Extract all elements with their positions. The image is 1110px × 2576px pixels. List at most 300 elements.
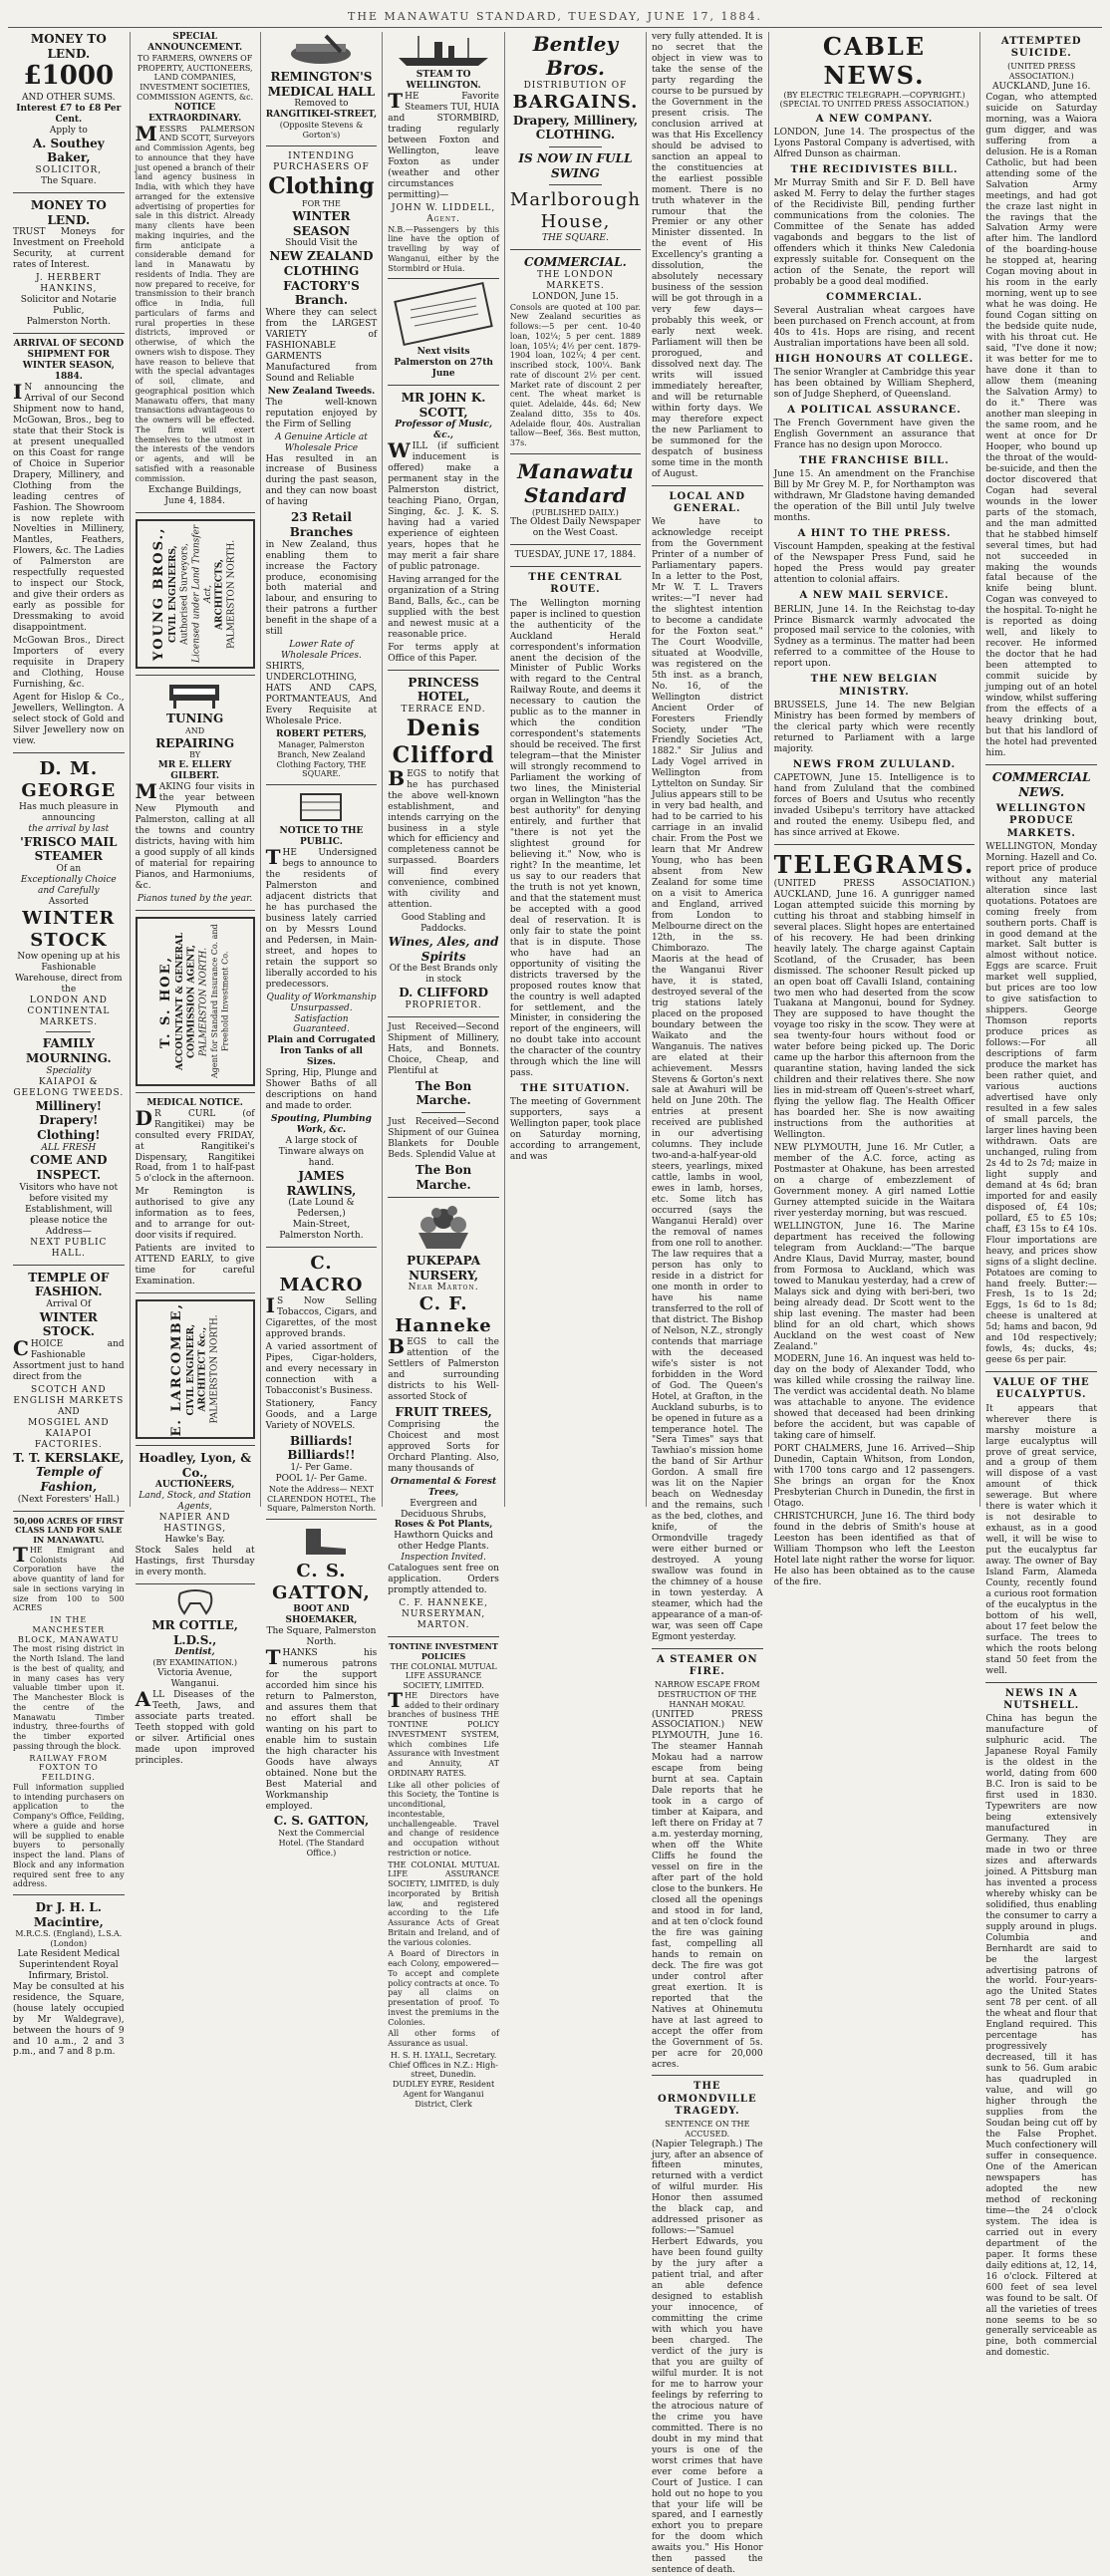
george-l10: MARKETS. bbox=[39, 1016, 99, 1027]
temple-body: CHOICE and Fashionable Assortment just to hand direct from the bbox=[13, 1335, 125, 1382]
columns bbox=[8, 32, 1102, 2576]
bentley-square: THE SQUARE. bbox=[542, 233, 609, 244]
clothing-intending: INTENDING PURCHASERS OF bbox=[273, 150, 370, 172]
clothing-tweeds: New Zealand Tweeds. bbox=[267, 386, 376, 397]
clothing-branches: 23 Retail Branches bbox=[289, 510, 354, 539]
remington-hall: MEDICAL HALL bbox=[267, 84, 376, 99]
notice-spouting: Spouting, Plumbing Work, &c. bbox=[271, 1114, 372, 1136]
pukepapa-body3: Evergreen and Deciduous Shrubs, bbox=[401, 1498, 487, 1520]
situation-continued: very fully attended. It is no secret that the object in view was to take the sense of the party regarding the course to be pursued by the Government in the present crisis. The conclusion arrived at was that His Excellency should be advised to sanction an appeal to the constituencies at the earliest possible moment. There is no truth whatever in the rumour that the Premier or any other Minister dissented. In the event of His Excellency's granting a dissolution, the absolutely necessary business of the session will be got through in a very few days—probably this week, or early next week. Parliament will then be prorogued, and dissolved next day. The writs will issued immediately hereafter, and will be returnable within forty days. We may therefore expect the new Parliament to be summoned for the despatch of business some time in the month of August. bbox=[651, 32, 763, 479]
money-apply: Apply to bbox=[49, 125, 88, 136]
temple-stock: WINTER STOCK. bbox=[39, 1309, 98, 1339]
standard-oldest: The Oldest Daily Newspaper on the West Coast. bbox=[510, 517, 641, 539]
bentley-drapery: Drapery, Millinery, bbox=[512, 113, 639, 128]
tuning-name: MR E. ELLERY GILBERT. bbox=[157, 760, 232, 782]
macro-addr: Note the Address— NEXT CLARENDON HOTEL, The Square, Palmerston North. bbox=[266, 1484, 376, 1514]
local-general-body: We have to acknowledge receipt from the Government Printer of a number of Parliamentary papers. In a letter to the Post, Mr W. T. L. Travers writes:—"I never had the slightest intention to become a candidate for the Foxton seat." The Court Woodville, situated at Woodville, was registered on the 5th inst. as a branch, No. 16, of the Wellington district Ancient Order of Foresters Friendly Society, under "The Friendly Societies Act, 1882." Sir Julius and Lady Vogel arrived in Wellington from Lyttelton on Sunday. Sir Julius appears still to be in very bad health, and had to be carried to his carriage in an invalid chair. From the Post we learn that Mr Andrew Young, who has been absent from New Zealand for some time on a visit to America and England, arrived from London to Melbourne direct on the 12th, in the ss. Chimborazo. The Maoris at the head of the Wanganui River have, it is stated, destroyed several of the trig stations lately placed on the proposed boundary between the Waikato and the Wanganuis. The natives are elated at their achievement. Messrs Stevens & Gorton's next sale at Awahuri will be held on June 20th. The entries at present received are published in our advertising columns. They include two-and-a-half-year-old steers, yearlings, mixed cattle, lambs in wool, ewes in lamb, horses, etc. Some litch has occurred (says the Wanganui Herald) over the removal of names from one roll to another. The law requires that a person has only to reside in a district for one month in order to have his name transferred to the roll of that district. The Bishop of Nelson, N.Z., strongly contends that marriage with the deceased wife's sister is not forbidden in the Word of God. The Queen's Hotel, at Grafton, in the Auckland suburbs, is to be opened in future as a temperance hotel. The "Sera Times" says that Tawhiao's mission home the band of Sir Arthur Gordon. A small fire was lit on the Napier beach on Wednesday and the remains, such as the bed, clothes, and knife, of the Ormondville tragedy were either burned or destroyed. A young swallow was found in the chimney of a house in town yesterday. A steamer, which had the appearance of a man-of-war, was seen off Cape Egmont yesterday. bbox=[651, 517, 763, 1642]
doctor-body: May be consulted at his residence, the Square, (house lately occupied by Mr Waldegrave), between the hours of 9 and 10 a.m., 2 and 3 p.m., and 7 and 8 p.m. bbox=[13, 1981, 125, 2058]
gatton-sig2: Next the Commercial Hotel. (The Standard Office.) bbox=[278, 1829, 365, 1858]
princess-sub: TERRACE END. bbox=[401, 705, 486, 716]
bentley-clothing: CLOTHING. bbox=[535, 128, 616, 143]
column-2 bbox=[131, 32, 261, 1766]
george-speciality: Speciality bbox=[46, 1065, 92, 1076]
cable-b8: BERLIN, June 14. In the Reichstag to-day Prince Bismarck warmly advocated the proposed mail service to the colonies, with Sydney as a terminus. The matter had been referred to a committee of the House to report upon. bbox=[773, 604, 975, 670]
young-r1: CIVIL ENGINEERS, bbox=[168, 545, 179, 644]
larcombe-place: PALMERSTON NORTH. bbox=[208, 1314, 219, 1424]
arrival-ad bbox=[13, 339, 125, 747]
george-l3: 'FRISCO MAIL STEAMER bbox=[20, 834, 118, 864]
hoadley-body: Stock Sales held at Hastings, first Thursday in every month. bbox=[135, 1546, 255, 1578]
cottle-ad bbox=[136, 1589, 255, 1767]
macro-pool: POOL 1/- Per Game. bbox=[275, 1473, 368, 1484]
column-1 bbox=[8, 32, 131, 2058]
hoe-place: PALMERSTON NORTH. bbox=[198, 947, 209, 1056]
princess-name: Denis Clifford bbox=[392, 716, 495, 768]
tuning-ad bbox=[136, 681, 255, 904]
column-6 bbox=[647, 32, 769, 2576]
cottle-body: ALL Diseases of the Teeth, Jaws, and associate parts treated. Teeth stopped with gold or silver. Artificial ones made upon improved principles. bbox=[135, 1687, 255, 1766]
george-mourning: FAMILY MOURNING. bbox=[25, 1036, 112, 1066]
arrival-body: IN announcing the Arrival of our Second Shipment now to hand, McGowan, Bros., beg to state that their Stock is at present unequalled on this Coast for range of Choice in Superior Drapery, Millinery, and Clothing from the leading centres of Fashion. The Showroom is now replete with Novelties in Millinery, Mantles, Feathers, Flowers, &c. The Ladies of Palmerston are respectfully requested to inspect our Stock, and give their orders as early as possible for Dressmaking to avoid disappointment. bbox=[13, 379, 125, 634]
bentley-dist: DISTRIBUTION OF bbox=[523, 80, 628, 91]
scott-body: WILL (if sufficient inducement is offered) make a permanent stay in the Palmerston district, teaching Piano, Organ, Singing, &c. J. K. S. having had a varied experience of eighteen years, hopes that he may merit a fair share of public patronage. bbox=[388, 438, 499, 573]
pukepapa-title: PUKEPAPA NURSERY, bbox=[407, 1254, 481, 1283]
telegrams-b2: NEW PLYMOUTH, June 16. Mr Cutler, a member of the A.C. force, acting as Postmaster at Ohakune, has been arrested on a charge of embezzlement of Government money. A girl named Lottie Gurney attempted suicide in the Waitara river yesterday morning, but was rescued. bbox=[773, 1143, 975, 1219]
telegrams-b1: (UNITED PRESS ASSOCIATION.) AUCKLAND, June 16. A gunrigger named Logan attempted suicide this morning by cutting his throat and stabbing himself in several places. Slight hopes are entertained of his recovery. He had been drinking heavily lately. The charge against Captain Scotland, of the Crusader, has been dismissed. The schooner Result picked up an open boat off Cavalli Island, containing two men who had deserted from the scow Tuakana at Mangonui, bound for Sydney. They are supposed to have thought the voyage too risky in the scow. They were at sea twenty-four hours without food or water before being picked up. The Doric came up the harbor this afternoon from the quarantine station, having landed the sick children and their relatives there. She now lies in mid-stream off Queen's-street wharf, flying the yellow flag. The Health Officer has boarded her. She is now awaiting instructions from the authorities at Wellington. bbox=[773, 878, 975, 1141]
gatton-ad bbox=[266, 1525, 378, 1858]
cable-news-heading: CABLE NEWS. bbox=[822, 32, 927, 91]
medical-title: MEDICAL NOTICE. bbox=[146, 1097, 243, 1108]
flower-basket-illustration bbox=[399, 1203, 488, 1251]
money2-title: MONEY TO LEND. bbox=[30, 198, 107, 227]
bentley-swing: IS NOW IN FULL SWING bbox=[518, 150, 633, 180]
suicide-date: AUCKLAND, June 16. bbox=[992, 81, 1091, 92]
money-title: MONEY TO LEND. bbox=[30, 32, 107, 61]
tontine-body5: All other forms of Assurance as usual. bbox=[388, 2029, 499, 2049]
clothing-body4: in New Zealand, thus enabling them to increase the Factory produce, economising both material and labour, and ensuring to their patrons a further benefit in the shape of a still bbox=[265, 539, 378, 638]
scott-name: MR JOHN K. SCOTT, bbox=[401, 391, 486, 420]
arrival-agent: Agent for Hislop & Co., Jewellers, Wellington. A select stock of Gold and Silver Jewellery now on view. bbox=[13, 693, 125, 746]
young-place: PALMERSTON NORTH. bbox=[226, 539, 237, 649]
clothing-body3: Has resulted in an increase of Business during the past season, and they can now boast of having bbox=[265, 453, 378, 508]
cable-by: (BY ELECTRIC TELEGRAPH.—COPYRIGHT.) (SPECIAL TO UNITED PRESS ASSOCIATION.) bbox=[779, 90, 970, 110]
narrow-escape-subhead: NARROW ESCAPE FROM DESTRUCTION OF THE HANNAH MOKAU. bbox=[655, 1680, 760, 1709]
cable-h2: THE RECIDIVISTES BILL. bbox=[790, 164, 959, 176]
princess-title: PRINCESS HOTEL, bbox=[408, 675, 479, 705]
tuning-foot: Pianos tuned by the year. bbox=[137, 893, 253, 904]
suicide-body: Cogan, who attempted suicide on Saturday morning, was a Waiora gum digger, and was suffering from a delusion. He is a Roman Catholic, but had been attending some of the Salvation Army meetings, and had got the craze last night in the ravings that the Salvation Army were after him. The landlord of the boarding-house he stopped at, hearing Cogan moving about in his room in the early morning, went up to see what he was doing. He found Cogan sitting on the bedside quite nude, with his throat cut. He said, "I've done it now; it was better for me to have done it than to allow them (meaning the Salvation Army) to do it." There was another man sleeping in the same room, and he went at once for Dr Hooper, who bound up the throat of the would-be-suicide, and then the doctor discovered that Cogan had several wounds in the lower parts of the stomach, and the man admitted that he stabbed himself several times, but had not succeeded in making the wounds fatal because of the knife being blunt. Cogan was conveyed to the hospital. To-night he is reported as doing well, and likely to recover. He informed the doctor that he had been attempted to commit suicide by jumping out of an hotel window, whilst suffering from the effects of a heavy drinking bout, but that his landlord of the hotel had prevented him. bbox=[985, 92, 1098, 758]
notice-extraordinary: NOTICE EXTRAORDINARY. bbox=[148, 102, 242, 124]
clothing-for: FOR THE bbox=[302, 199, 341, 209]
produce-heading: WELLINGTON PRODUCE MARKETS. bbox=[995, 803, 1087, 839]
special-body: MESSRS PALMERSON AND SCOTT, Surveyors and Commission Agents, beg to announce that they have just opened a branch of their land agency business in India, with which they have arranged for the extensive advertising of properties for sale in this district. Already many clients have been making inquiries, and the firm anticipate a considerable demand for land in Manawatu by residents of India. They are now prepared to receive, for transmission to their branch office in India, full particulars of farms and rural properties in these districts, improved or otherwise, of which the owners wish to dispose. They have reason to believe that with the special advantages of soil, climate, and geographical position which Manawatu offers, that many transactions advantageous to the owners will be effected. The firm will exert themselves to the utmost in the interests of the vendors or agents, and will be satisfied with a reasonable commission. bbox=[135, 121, 255, 483]
hoadley-name: Hoadley, Lyon, & Co., bbox=[139, 1451, 252, 1480]
central-route-body: The Wellington morning paper is inclined to question the authenticity of the Auckland Herald correspondent's information anent the decision of the Minister of Public Works with regard to the Central Railway Route, and deems it necessary to caution the public as to the manner in which the condition correspondent's statements should be received. The first telegram—that the Minister will strongly recommend to Parliament the working of two lines, the Ministerial organ in Wellington "has the best authority" for denying entirely, and further that "there is not yet the slightest ground for believing it." Now, who is right? In the meantime, let us say to our readers that the truth is not yet known, and that the statement must be accepted with a good deal of reservation. It is only fair to state the point that is in dispute. Those who have had an opportunity of visiting the districts traversed by the proposed routes know that the country is well adapted for settlement, and the Minister, in considering the report of the engineers, will no doubt take into account the character of the country through which the line will pass. bbox=[509, 598, 641, 1079]
gatton-addr: The Square, Palmerston North. bbox=[266, 1626, 377, 1647]
tuning-by: BY bbox=[189, 750, 201, 760]
nutshell-heading: NEWS IN A NUTSHELL. bbox=[1003, 1687, 1080, 1712]
young-bros-ad bbox=[136, 519, 255, 669]
bentley-name: Bentley Bros. bbox=[532, 32, 619, 81]
tooth-icon bbox=[170, 1589, 220, 1615]
hoadley-r2: Land, Stock, and Station Agents, bbox=[139, 1491, 251, 1513]
money-role: SOLICITOR, bbox=[35, 165, 103, 176]
hoe-ad bbox=[136, 917, 255, 1086]
gatton-name: C. S. GATTON, bbox=[272, 1561, 371, 1604]
princess-wines: Wines, Ales, and Spirits bbox=[388, 935, 499, 964]
cable-b5: The French Government have given the English Government an assurance that France has no design upon Morocco. bbox=[773, 419, 975, 451]
george-l9: LONDON AND CONTINENTAL bbox=[27, 995, 111, 1016]
clothing-shirts: SHIRTS, UNDERCLOTHING, HATS AND CAPS, PORTMANTEAUS, And Every Requisite at Wholesale Price. bbox=[265, 662, 378, 727]
macro-ad bbox=[266, 1253, 378, 1514]
george-addr: NEXT PUBLIC HALL. bbox=[30, 1237, 108, 1259]
macro-body2: A varied assortment of Pipes, Cigar-holders, and every necessary in connection with a Tobacconist's Business. bbox=[265, 1341, 378, 1396]
money2-body: TRUST Moneys for Investment on Freehold Security, at current rates of Interest. bbox=[13, 227, 125, 271]
steamship-icon bbox=[389, 34, 498, 68]
scott-role: Professor of Music, &c., bbox=[395, 420, 492, 441]
telegrams-b6: CHRISTCHURCH, June 16. The third body found in the debris of Smith's house at Leeston has been identified as that of William Thompson who left the Leeston Hotel late night rather the worse for liquor. He also has been obtained as to the cause of the fire. bbox=[773, 1512, 975, 1587]
temple-ad bbox=[13, 1271, 125, 1506]
special-announcement: SPECIAL ANNOUNCEMENT. bbox=[147, 32, 243, 53]
notice-name2: (Late Lound & Pedersen,) bbox=[288, 1198, 355, 1220]
temple-name: T. T. KERSLAKE, bbox=[13, 1450, 125, 1465]
hoe-name: T. S. HOE, bbox=[158, 955, 174, 1048]
masthead: THE MANAWATU STANDARD, TUESDAY, JUNE 17, 1884. bbox=[8, 10, 1102, 28]
cable-h9: THE NEW BELGIAN MINISTRY. bbox=[810, 674, 939, 698]
mortar-pestle-icon bbox=[266, 34, 376, 68]
money-interest: Interest £7 to £8 Per Cent. bbox=[16, 103, 122, 125]
pukepapa-orn: Ornamental & Forest Trees, bbox=[391, 1476, 497, 1498]
temple-temple: Temple of Fashion, bbox=[35, 1465, 102, 1494]
temple-addr: (Next Foresters' Hall.) bbox=[17, 1494, 120, 1505]
george-visit: Visitors who have not before visited my Establishment, will please notice the Address— bbox=[19, 1182, 119, 1237]
bentley-bargains: BARGAINS. bbox=[512, 91, 639, 113]
macro-body: IS Now Selling Tobaccos, Cigars, and Cigarettes, of the most approved brands. bbox=[265, 1293, 378, 1340]
steam-title: STEAM TO WELLINGTON. bbox=[406, 70, 481, 91]
temple-title: TEMPLE OF FASHION. bbox=[28, 1270, 110, 1299]
pukepapa-sig: C. F. HANNEKE, bbox=[399, 1598, 488, 1609]
clothing-season: WINTER SEASON bbox=[292, 209, 351, 238]
bon-marche-ad bbox=[388, 1022, 499, 1192]
telegrams-b4: MODERN, June 16. An inquest was held to-day on the body of Alexander Todd, who was killed while crossing the railway line. The verdict was accidental death. No blame was attachable to anyone. The evidence showed that deceased had been drinking before the accident, but was capable of taking care of himself. bbox=[773, 1354, 975, 1442]
commercial-news-heading: COMMERCIAL NEWS. bbox=[991, 769, 1091, 799]
george-tweeds: KAIAPOI & GEELONG TWEEDS. bbox=[13, 1076, 125, 1098]
notice-body: THE Undersigned begs to announce to the residents of Palmerston and adjacent districts that he has purchased the business lately carried on by Messrs Lound and Pedersen, in Main-street, and hopes to retain the support so liberally accorded to his predecessors. bbox=[265, 844, 378, 990]
scott-body2: Having arranged for the organization of a String Band, Balls, &c., can be supplied with the best and newest music at a reasonable price. bbox=[388, 575, 499, 640]
notice-satisfaction: Satisfaction Guaranteed. bbox=[293, 1013, 350, 1035]
special-date: June 4, 1884. bbox=[164, 496, 225, 507]
gatton-body: THANKS his numerous patrons for the support accorded him since his return to Palmerston, and assures them that no effort shall be wanting on his part to enable him to sustain the high character his Goods have always obtained. None but the Best Material and Workmanship employed. bbox=[265, 1644, 378, 1812]
ormondville-heading: THE ORMONDVILLE TRAGEDY. bbox=[658, 2081, 757, 2117]
column-5 bbox=[505, 32, 647, 1507]
larcombe-r1: CIVIL ENGINEER, bbox=[185, 1323, 196, 1415]
tank-icon bbox=[266, 790, 376, 824]
cable-h3: COMMERCIAL. bbox=[826, 292, 923, 303]
gatton-trade: BOOT AND SHOEMAKER, bbox=[285, 1604, 358, 1626]
medical-body2: Mr Remington is authorised to give any information as to fees, and to arrange for out-door visits if required. bbox=[135, 1187, 255, 1242]
column-4 bbox=[383, 32, 505, 2109]
telegrams-b5: PORT CHALMERS, June 16. Arrived—Ship Dunedin, Captain Whitson, from London, with 1700 tons cargo and 12 passengers. She brings an organ for the Knox Presbyterian Church in Dunedin, the first in Otago. bbox=[773, 1444, 975, 1510]
hoe-r2: COMMISSION AGENT, bbox=[186, 944, 197, 1058]
steam-ad bbox=[388, 34, 499, 273]
tontine-sig: H. S. H. LYALL, Secretary. Chief Offices in N.Z.: High-street, Dunedin. bbox=[389, 2050, 498, 2080]
young-r2: Authorised Surveyors, bbox=[179, 543, 190, 646]
cable-b9: BRUSSELS, June 14. The new Belgian Ministry has been formed by members of the clerical party which were recently returned to Parliament with a large majority. bbox=[773, 700, 975, 754]
notice-addr: Main-Street, Palmerston North. bbox=[279, 1220, 364, 1242]
cable-h7: A HINT TO THE PRESS. bbox=[797, 528, 952, 540]
notice-title: NOTICE TO THE PUBLIC. bbox=[279, 826, 364, 848]
cable-h8: A NEW MAIL SERVICE. bbox=[799, 590, 950, 602]
cable-b10: CAPETOWN, June 15. Intelligence is to hand from Zululand that the combined forces of Boers and Usutus who recently invaded Usibepu's territory have attacked and routed the enemy. Usibepu fled, and has since arrived at Ekowe. bbox=[773, 772, 975, 838]
column-7 bbox=[769, 32, 981, 1587]
hoadley-r3: NAPIER AND HASTINGS, bbox=[158, 1513, 231, 1535]
tuning-and: AND bbox=[185, 725, 205, 735]
george-fresh: ALL FRESH bbox=[41, 1142, 97, 1153]
money-name: A. Southey Baker, bbox=[32, 136, 105, 165]
doctor-name: Dr J. H. L. Macintire, bbox=[33, 1900, 104, 1929]
cottle-r2: (BY EXAMINATION.) bbox=[152, 1658, 237, 1668]
princess-body: BEGS to notify that he has purchased the above well-known establishment, and intends carrying on the business in a style which for efficiency and completeness cannot be surpassed. Boarders will find every convenience, combined with civility and attention. bbox=[388, 765, 499, 911]
steam-nb: N.B.—Passengers by this line have the option of travelling by way of Wanganui, either by the Stormbird or Huia. bbox=[388, 224, 499, 273]
temple-markets: SCOTCH AND ENGLISH MARKETS bbox=[13, 1384, 125, 1406]
marche-body2: Just Received—Second Shipment of our Guinea Blankets for Double Beds. Splendid Value at bbox=[388, 1117, 499, 1160]
cottle-r1: Dentist, bbox=[174, 1647, 215, 1658]
dentist-stamp-illustration bbox=[389, 284, 498, 344]
george-stock: WINTER STOCK bbox=[22, 907, 116, 951]
rawlins-ad bbox=[266, 790, 378, 1242]
pukepapa-inspect: Inspection Invited. bbox=[401, 1553, 486, 1564]
cable-b4: The senior Wrangler at Cambridge this year has been obtained by William Shepherd, son of Judge Shepherd, of Queensland. bbox=[773, 368, 975, 401]
george-l1: Has much pleasure in announcing bbox=[19, 801, 119, 823]
hoadley-ad bbox=[136, 1451, 255, 1578]
tontine-body3: THE COLONIAL MUTUAL LIFE ASSURANCE SOCIETY, LIMITED, is duly incorporated by British law, and registered according to the Life Assurance Acts of Great Britain and Ireland, and of the various colonies. bbox=[388, 1860, 499, 1947]
george-l7: Now opening up at his Fashionable bbox=[17, 951, 121, 973]
pukepapa-roses: Roses & Pot Plants, bbox=[394, 1520, 493, 1531]
eucalyptus-body: It appears that wherever there is marshy moisture a large eucalyptus will prove of great service, and a group of them will dispose of a vast amount of thick sewerage. But where there is water which it is not desirable to exhaust, as in a good well, it will be wise to put the eucalyptus far away. The owner of Bay Island Farm, Alameda County, recently found a curious root formation of the eucalyptus in the bottom of his well, about 17 feet below the surface. The trees to which the roots belong stand 50 feet from the well. bbox=[985, 1403, 1098, 1676]
steam-body: THE Favorite Steamers TUI, HUIA and STORMBIRD, trading regularly between Foxton and Wellington, leave Foxton as under (weather and other circumstances permitting)— bbox=[388, 88, 499, 200]
money-to-lend-ad-2 bbox=[13, 198, 125, 328]
clothing-factory: CLOTHING FACTORY'S bbox=[283, 264, 360, 293]
clothing-price: A Genuine Article at Wholesale Price bbox=[275, 431, 368, 453]
george-millinery: Millinery! Drapery! Clothing! bbox=[35, 1098, 103, 1142]
notice-quality: Quality of Workmanship Unsurpassed. bbox=[266, 992, 377, 1013]
acres-ad bbox=[13, 1517, 125, 1890]
doctor-rule: Late Resident Medical Superintendent Royal Infirmary, Bristol. bbox=[17, 1948, 121, 1981]
young-r3: Licensed under Land Transfer Act, bbox=[191, 525, 214, 664]
steam-agent: JOHN W. LIDDELL, Agent. bbox=[391, 202, 496, 224]
remington-ad bbox=[266, 34, 378, 141]
princess-prop: PROPRIETOR. bbox=[405, 1001, 482, 1010]
column-3 bbox=[261, 32, 384, 1858]
commercial-section bbox=[510, 255, 641, 448]
standard-name: Manawatu Standard bbox=[517, 458, 634, 508]
notice-spring: Spring, Hip, Plunge and Shower Baths of all descriptions on hand and made to order. bbox=[265, 1068, 378, 1112]
george-l4: Of an bbox=[56, 863, 82, 874]
special-to: TO FARMERS, OWNERS OF PROPERTY, AUCTIONEERS, LAND COMPANIES, INVESTMENT SOCIETIES, COMMISSION AGENTS, &c. bbox=[137, 53, 254, 102]
macro-billiards: Billiards! Billiards!! bbox=[287, 1433, 356, 1463]
piano-icon bbox=[165, 681, 225, 709]
remington-removed: Removed to bbox=[294, 99, 349, 110]
suicide-upa: (UNITED PRESS ASSOCIATION.) bbox=[1007, 62, 1076, 82]
local-general-heading: LOCAL AND GENERAL. bbox=[669, 490, 746, 514]
tontine-sub: THE COLONIAL MUTUAL LIFE ASSURANCE SOCIETY, LIMITED. bbox=[390, 1661, 497, 1691]
special-sig: Exchange Buildings, bbox=[147, 485, 242, 496]
george-l5: Exceptionally Choice and Carefully bbox=[20, 874, 117, 896]
george-ad bbox=[13, 758, 125, 1260]
commercial-date: LONDON, June 15. bbox=[532, 291, 619, 302]
marche-name2: The Bon Marche. bbox=[415, 1162, 472, 1192]
larcombe-ad bbox=[136, 1299, 255, 1439]
money-amount: £1000 bbox=[23, 61, 115, 92]
medical-body: DR CURL (of Rangitikei) may be consulted every FRIDAY, at Rangitikei's Dispensary, Rangitikei Road, from 1 to half-past 5 o'clock in the afternoon. bbox=[135, 1105, 255, 1185]
george-come: COME AND INSPECT. bbox=[30, 1153, 108, 1183]
young-name: YOUNG BROS., bbox=[151, 527, 167, 662]
cable-b1: LONDON, June 14. The prospectus of the Lyons Pastoral Company is advertised, with Alfred Dunson as chairman. bbox=[773, 128, 975, 160]
situation-body: The meeting of Government supporters, says a Wellington paper, took place on Saturday morning, according to arrangement, and was bbox=[509, 1097, 641, 1163]
hoe-r1: ACCOUNTANT & GENERAL bbox=[175, 932, 186, 1070]
tontine-body: THE Directors have added to their ordinary branches of business THE TONTINE POLICY INVESTMENT SYSTEM, which combines Life Assurance with Investment and Annuity, AT ORDINARY RATES. bbox=[388, 1687, 499, 1778]
situation-heading: THE SITUATION. bbox=[520, 1083, 631, 1095]
bentley-ad bbox=[510, 32, 641, 244]
tontine-body2: Like all other policies of this Society, the Tontine is unconditional, incontestable, unchallengeable. Travel and change of residence and occupation without restriction or notice. bbox=[388, 1780, 499, 1858]
temple-arrival: Arrival Of bbox=[46, 1298, 92, 1309]
temple-factories: FACTORIES. bbox=[34, 1439, 103, 1450]
medical-body3: Patients are invited to ATTEND EARLY, to give time for careful Examination. bbox=[135, 1244, 255, 1288]
boot-icon bbox=[266, 1525, 376, 1559]
produce-body: WELLINGTON, Monday Morning. Hazell and Co. report price of produce without any material alteration since last quotations. Potatoes are coming freely from southern ports. Chaff is in good demand at the market. Salt butter is almost without notice. Eggs are scarce. Fruit market well supplied, but prices are too low to give satisfaction to shippers. George Thomson reports produce prices as follows:—For all descriptions of farm produce the market has been rather quiet, and various auctions advertised have only resulted in a few sales of small parcels, the larger lines having been withdrawn. Oats are unchanged, ruling from 2s 4d to 2s 7d; maize in light supply and demand at 4s 6d; bran imported for and easily disposed of, £4 10s; pollard, £5 to £5 10s; chaff, £3 15s to £4 10s. Flour importations are heavy, and prices show signs of a slight decline. Potatoes are coming to hand freely. Butter:—Fresh, 1s to 1s 2d; Eggs, 1s 6d to 1s 8d; cheese is unaltered at 5d; hams and bacon, 9d and 10d respectively; fowls, 4s; ducks, 4s; geese 6s per pair. bbox=[985, 841, 1098, 1366]
sentence-subhead: SENTENCE ON THE ACCUSED. bbox=[665, 2120, 750, 2139]
money-sub: AND OTHER SUMS. bbox=[22, 92, 116, 103]
macro-name: C. MACRO bbox=[279, 1253, 364, 1296]
marche-body: Just Received—Second Shipment of Millinery, Hats, and Bonnets. Choice, Cheap, and Plentiful at bbox=[388, 1021, 499, 1076]
cable-h4: HIGH HONOURS AT COLLEGE. bbox=[774, 354, 974, 366]
ormondville-body: (Napier Telegraph.) The jury, after an absence of fifteen minutes, returned with a verdict of wilful murder. His Honor then assumed the black cap, and addressed prisoner as follows:—"Samuel Herbert Edwards, you have been found guilty by the jury after a patient trial, and after an able defence designed to establish your innocence, of committing the crime with which you have been charged. The verdict of the jury is that you are guilty of wilful murder. It is not for me to harrow your feelings by referring to the atrocious nature of the crime you have committed. There is no doubt in my mind that yours is one of the worst crimes that have ever come before a Court of Justice. I can hold out no hope to you that your life will be spared, and I earnestly exhort you to prepare for the doom which awaits you." His Honor then passed the sentence of death. bbox=[651, 2139, 763, 2576]
acres-body3: Full information supplied to intending purchasers on application to the Company's Office, Feilding, where a guide and horse will be supplied to enable buyers to personally inspect the land. Plans of Block and any information required sent free to any address. bbox=[13, 1782, 125, 1889]
george-l2: the arrival by last bbox=[28, 823, 110, 834]
acres-body: THE Emigrant and Colonists Aid Corporation have the above quantity of land for sale in sections varying in size from 100 to 500 ACRES bbox=[13, 1542, 125, 1613]
hoadley-r1: AUCTIONEERS, bbox=[154, 1480, 235, 1491]
commercial-title: COMMERCIAL. bbox=[524, 255, 627, 270]
tuning-t2: REPAIRING bbox=[155, 735, 235, 750]
clothing-visit: Should Visit the bbox=[285, 238, 358, 249]
george-l6: Assorted bbox=[48, 896, 89, 907]
notice-iron: Plain and Corrugated Iron Tanks of all Sizes. bbox=[267, 1035, 376, 1068]
remington-street: RANGITIKEI-STREET, bbox=[265, 110, 378, 121]
column-8 bbox=[980, 32, 1102, 2359]
princess-stabling: Good Stabling and Paddocks. bbox=[401, 913, 486, 935]
standard-section bbox=[510, 459, 641, 1163]
clothing-lower: Lower Rate of Wholesale Prices. bbox=[281, 640, 362, 662]
notice-name: JAMES RAWLINS, bbox=[286, 1169, 357, 1198]
larcombe-r2: ARCHITECT &c., bbox=[197, 1326, 208, 1412]
macro-body3: Stationery, Fancy Goods, and a Large Variety of NOVELS. bbox=[265, 1398, 378, 1431]
hoe-r3: Agent for Standard Insurance Co. and Freehold Investment Co. bbox=[210, 924, 230, 1078]
hoadley-r4: Hawke's Bay. bbox=[164, 1535, 225, 1546]
standard-pub: (PUBLISHED DAILY.) bbox=[532, 507, 619, 517]
arrival-sig: McGowan Bros., Direct Importers of every requisite in Drapery and Clothing, House Furnishing, &c. bbox=[13, 636, 125, 691]
clothing-mgr: ROBERT PETERS, bbox=[276, 729, 367, 740]
money-to-lend-ad bbox=[13, 32, 125, 187]
money2-name: J. HERBERT HANKINS, bbox=[36, 273, 102, 295]
cable-h6: THE FRANCHISE BILL. bbox=[799, 455, 950, 467]
acres-body2: The most rising district in the North Island. The land is the best of quality, and in many cases has very valuable timber upon it. The Manchester Block is the centre of the Manawatu Timber industry, three-fourths of the timber exported passing through the block. bbox=[13, 1644, 125, 1751]
commercial-sub: THE LONDON MARKETS. bbox=[536, 269, 614, 291]
clothing-title: Clothing bbox=[268, 172, 375, 199]
doctor-quals: M.R.C.S. (England), L.S.A. (London) bbox=[15, 1929, 123, 1948]
cottle-name: MR COTTLE, L.D.S., bbox=[151, 1618, 238, 1647]
notice-tinware: A large stock of Tinware always on hand. bbox=[278, 1136, 365, 1169]
marche-name: The Bon Marche. bbox=[415, 1078, 472, 1108]
clothing-ad bbox=[266, 151, 378, 779]
money-place: The Square. bbox=[41, 176, 97, 187]
eucalyptus-heading: VALUE OF THE EUCALYPTUS. bbox=[992, 1377, 1090, 1401]
nutshell-body: China has begun the manufacture of sulphuric acid. The Japanese Royal Family is the oldest in the world, dating from 600 B.C. Iron is said to be first used in 1830. Typewriters are now being extensively manufactured in Germany. They are made in two or three sizes and afterwards joined. A Pittsburg man has invented a process whereby whisky can be solidified, thus enabling the consumer to carry a supply around in plugs. Columbia and Bernhardt are said to be the largest advertising patrons of the world. Four-years-ago the United States sent 78 per cent. of all the wheat and flour that England required. This percentage has progressively decreased, till it has sunk to 56. Gum arabic has quadrupled in value, and will go higher through the supplies from the Soudan being cut off by the False Prophet. Much confectionery will suffer in consequence. One of the American newspapers has adopted the new method of reckoning time—the 24 o'clock system. The idea is carried out in every department of the paper. It forms these daily editions at, 12, 14, 16 o'clock. Filtered at 600 feet of sea level was found to be salt. Of all the varieties of trees none seems to be so generally serviceable as pine, both commercial and domestic. bbox=[985, 1714, 1098, 2359]
cottle-addr: Victoria Avenue, Wanganui. bbox=[157, 1668, 233, 1690]
suicide-heading: ATTEMPTED SUICIDE. bbox=[1000, 36, 1082, 60]
tuning-body: MAKING four visits in the year between New Plymouth and Palmerston, calling at all the towns and country districts, having with him a good supply of all kinds of material for repairing Pianos, and Harmoniums, &c. bbox=[135, 779, 255, 891]
princess-sig: D. CLIFFORD bbox=[399, 986, 488, 1001]
cable-b7: Viscount Hampden, speaking at the festival of the Newspaper Press Fund, said he hoped the Press would pay greater attention to colonial affairs. bbox=[773, 542, 975, 586]
clothing-mgr2: Manager, Palmerston Branch, New Zealand Clothing Factory, THE SQUARE. bbox=[276, 740, 367, 779]
macro-per: 1/- Per Game. bbox=[290, 1462, 353, 1473]
larcombe-name: E. LARCOMBE, bbox=[168, 1301, 184, 1437]
cable-b6: June 15. An amendment on the Franchise Bill by Mr Grey M. P., for Northampton was withdrawn, Mr Gladstone having demanded the operation of the Bill until July twelve months. bbox=[773, 469, 975, 524]
scott-ad bbox=[388, 391, 499, 665]
central-route-heading: THE CENTRAL ROUTE. bbox=[528, 572, 623, 596]
tontine-ad bbox=[388, 1642, 499, 2109]
cable-b3: Several Australian wheat cargoes have been purchased on French account, at from 40s to 41s. Hops are rising, and recent Australian importations have been all sold. bbox=[773, 306, 975, 350]
pukepapa-sig2: NURSERYMAN, MARTON. bbox=[401, 1609, 486, 1631]
standard-date: TUESDAY, JUNE 17, 1884. bbox=[514, 550, 637, 561]
telegrams-b3: WELLINGTON, June 16. The Marine department has received the following telegram from Auckland:—"The barque Andre Klaus, David Murray, master, bound from Formosa to Auckland, which was towed to Manukau yesterday, had a crew of Malays sick and dying with beri-beri, two being already dead. Dr Scott went to the ship last evening. The master had been blind for an old chart, which shows Auckland on the west coast of New Zealand." bbox=[773, 1221, 975, 1352]
acres-rail: RAILWAY FROM FOXTON TO FEILDING. bbox=[29, 1753, 109, 1782]
pukepapa-ad bbox=[388, 1203, 499, 1631]
tontine-sig2: DUDLEY EYRE, Resident Agent for Wanganui District, Clerk bbox=[392, 2080, 495, 2109]
pukepapa-name: C. F. Hanneke bbox=[395, 1293, 492, 1337]
tontine-body4: A Board of Directors in each Colony, empowered— To accept and complete policy contracts at once. To pay all claims on presentation of proof. To invest the premiums in the Colonies. bbox=[388, 1949, 499, 2027]
commercial-body: Consols are quoted at 100 par. New Zealand securities as follows:—5 per cent. 10-40 loan, 102¼; 5 per cent. 1889 loan, 105¼; 4½ per cent. 1879-1904 loan, 102¼; 4 per cent. inscribed stock, 100¼. Bank rate of discount 2½ per cent. Market rate of discount 2 per cent. The wheat market is quiet. Adelaide, 44s. 6d; New Zealand ditto, 35s to 40s. Adelaide flour, 40s. Australian tallow—Beef, 36s. Best mutton, 37s. bbox=[509, 302, 641, 448]
bentley-house: Marlborough House, bbox=[509, 189, 641, 233]
cable-h10: NEWS FROM ZULULAND. bbox=[792, 758, 957, 770]
scott-terms: For terms apply at Office of this Paper. bbox=[388, 642, 499, 664]
medical-notice bbox=[136, 1098, 255, 1288]
clothing-body: Where they can select from the LARGEST VARIETY of FASHIONABLE GARMENTS Manufactured from Sound and Reliable bbox=[265, 307, 378, 384]
pukepapa-fruit: FRUIT TREES, bbox=[395, 1405, 492, 1420]
arrival-title: ARRIVAL OF SECOND SHIPMENT FOR WINTER SEASON, 1884. bbox=[13, 339, 125, 382]
doctor-ad bbox=[13, 1900, 125, 2058]
pukepapa-sub: Near Marton. bbox=[408, 1283, 479, 1293]
cable-b2: Mr Murray Smith and Sir F. D. Bell have asked M. Ferry to delay the further stages of the Recidiviste Bill, pending further communications from the colonies. The Committee of the Senate has added vagabonds and beggars to the list of offenders which it thinks New Caledonia expressly suitable for. Consequent on the action of the Senate, the report will probably be a good deal modified. bbox=[773, 178, 975, 288]
george-name: D. M. GEORGE bbox=[21, 757, 117, 801]
pukepapa-cat: Catalogues sent free on application. Orders promptly attended to. bbox=[388, 1564, 499, 1596]
princess-brands: Of the Best Brands only in stock bbox=[389, 964, 498, 986]
pukepapa-body: BEGS to call the attention of the Settlers of Palmerston and surrounding districts to his Well-assorted Stock of bbox=[388, 1334, 499, 1403]
clothing-branch: Branch. bbox=[294, 293, 349, 308]
tuning-t1: TUNING bbox=[166, 712, 224, 726]
acres-block: IN THE MANCHESTER BLOCK, MANAWATU bbox=[18, 1615, 120, 1644]
clothing-body2: The well-known reputation enjoyed by the Firm of Selling bbox=[265, 397, 378, 429]
pukepapa-body2: Comprising the Choicest and most approved Sorts for Orchard Planting. Also, many thousands of bbox=[388, 1419, 499, 1474]
acres-title: 50,000 ACRES OF FIRST CLASS LAND FOR SALE IN MANAWATU. bbox=[13, 1515, 125, 1545]
money2-place: Palmerston North. bbox=[26, 317, 111, 328]
temple-mosgiel: MOSGIEL AND KAIAPOI bbox=[28, 1417, 110, 1439]
young-r4: ARCHITECTS, bbox=[214, 558, 225, 630]
steamer-fire-heading: A STEAMER ON FIRE. bbox=[656, 1653, 758, 1678]
cable-h1: A NEW COMPANY. bbox=[815, 114, 934, 126]
tontine-title: TONTINE INVESTMENT POLICIES bbox=[389, 1641, 498, 1661]
remington-opp: (Opposite Stevens & Gorton's) bbox=[279, 121, 364, 140]
clothing-nz: NEW ZEALAND bbox=[269, 249, 374, 264]
